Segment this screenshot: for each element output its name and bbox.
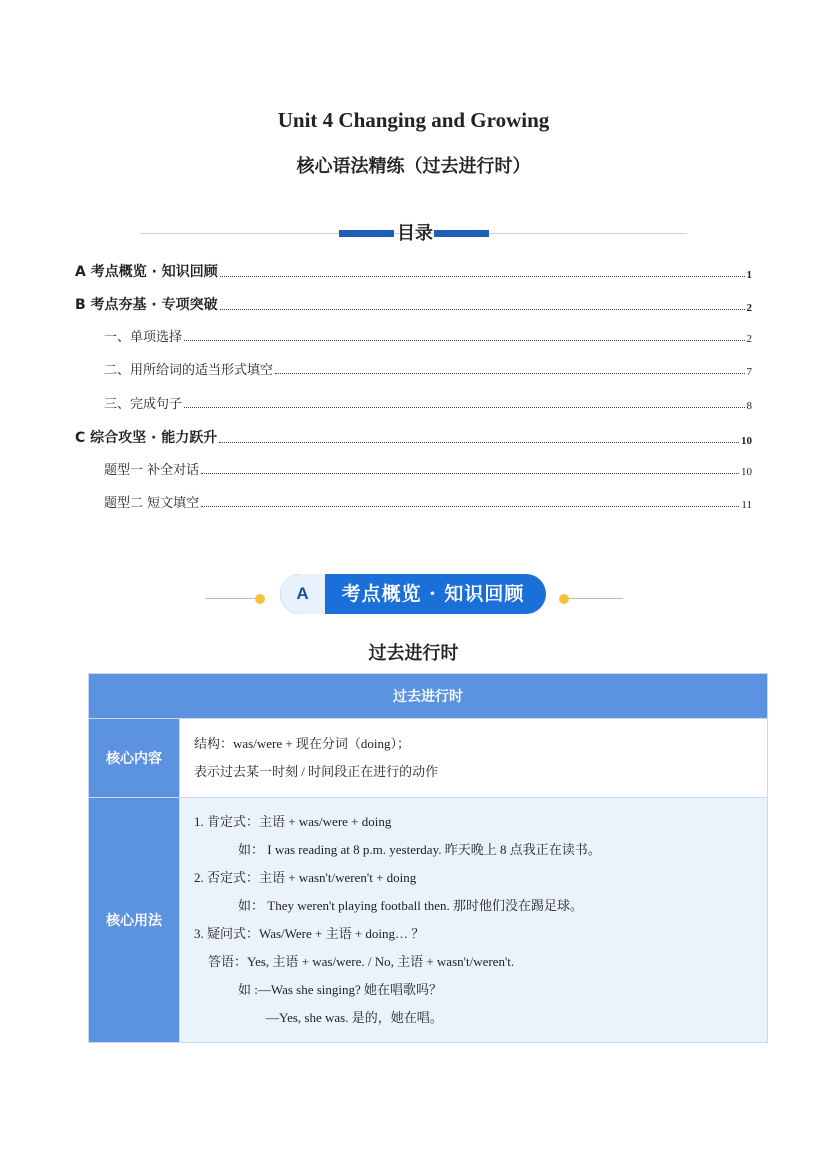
toc-entry-page: 11: [741, 499, 752, 511]
toc-heading: [140, 219, 687, 247]
toc-heading-label: 目录: [397, 223, 433, 244]
toc-entry-page: 10: [741, 466, 752, 478]
table-row: [89, 798, 768, 1043]
toc-leader: [220, 308, 745, 310]
toc-entry[interactable]: [104, 459, 752, 478]
toc-entry-page: 1: [746, 269, 752, 281]
toc-bar-right: [434, 230, 489, 237]
content-line: 表示过去某一时刻 / 时间段正在进行的动作: [194, 764, 439, 779]
banner-pill: [280, 574, 546, 614]
toc-entry[interactable]: [75, 261, 752, 281]
row-content: [180, 719, 768, 798]
toc-entry-page: 8: [746, 400, 752, 412]
toc-leader: [219, 441, 739, 443]
toc-leader: [275, 372, 744, 374]
document-subtitle: 核心语法精练（过去进行时）: [296, 156, 531, 177]
table-header: 过去进行时: [89, 674, 768, 719]
content-line: 2. 否定式：主语 + wasn't/weren't + doing: [194, 870, 417, 885]
toc-entry-page: 2: [746, 333, 752, 345]
toc-entry[interactable]: [75, 427, 752, 447]
toc-entry-text: B 考点夯基 · 专项突破: [75, 297, 218, 313]
banner-letter: A: [280, 574, 325, 614]
example-line: 如 :—Was she singing? 她在唱歌吗？: [238, 982, 443, 997]
banner-line-right: [563, 598, 623, 599]
example-line: 如： I was reading at 8 p.m. yesterday. 昨天晚上 8 点我正在读书。: [238, 842, 601, 857]
toc-entry[interactable]: [104, 326, 752, 345]
toc-entry-text: C 综合攻坚 · 能力跃升: [75, 430, 218, 446]
answer-line: 答语：Yes, 主语 + was/were. / No, 主语 + wasn't/weren't.: [208, 954, 515, 969]
toc-entry[interactable]: [104, 359, 752, 378]
toc-entry-page: 2: [746, 302, 752, 314]
toc-bar-left: [339, 230, 394, 237]
table-row: [89, 719, 768, 798]
content-line: 1. 肯定式：主语 + was/were + doing: [194, 814, 392, 829]
content-line: 3. 疑问式：Was/Were + 主语 + doing… ？: [194, 926, 425, 941]
toc-entry[interactable]: [104, 393, 752, 412]
toc-leader: [184, 406, 744, 408]
toc-leader: [201, 472, 739, 474]
section-banner: [205, 574, 623, 614]
toc-entry-text: 二、用所给词的适当形式填空: [104, 363, 274, 378]
toc-entry-text: 一、单项选择: [104, 330, 183, 345]
section-title: 过去进行时: [368, 643, 459, 664]
toc-leader: [220, 275, 745, 277]
row-content: [180, 798, 768, 1043]
document-title: Unit 4 Changing and Growing: [277, 108, 550, 132]
banner-dot-left: [255, 594, 265, 604]
toc-leader: [201, 505, 739, 507]
banner-label: 考点概览 · 知识回顾: [341, 583, 525, 605]
grammar-table: [88, 673, 768, 1043]
toc-entry-page: 7: [746, 366, 752, 378]
toc-entry-text: 题型一 补全对话: [104, 463, 200, 478]
content-line: 结构：was/were + 现在分词（doing）；: [194, 736, 411, 751]
toc-entry-text: 三、完成句子: [104, 397, 183, 412]
example-line: —Yes, she was. 是的，她在唱。: [266, 1010, 443, 1025]
toc-leader: [184, 339, 744, 341]
toc-entry[interactable]: [75, 294, 752, 314]
toc-entry-text: A 考点概览 · 知识回顾: [75, 264, 218, 280]
banner-dot-right: [559, 594, 569, 604]
row-label: 核心内容: [89, 719, 180, 798]
toc-entry-page: 10: [741, 435, 752, 447]
example-line: 如： They weren't playing football then. 那时他们没在踢足球。: [238, 898, 583, 913]
row-label: 核心用法: [89, 798, 180, 1043]
toc-entry[interactable]: [104, 492, 752, 511]
toc-entry-text: 题型二 短文填空: [104, 496, 200, 511]
